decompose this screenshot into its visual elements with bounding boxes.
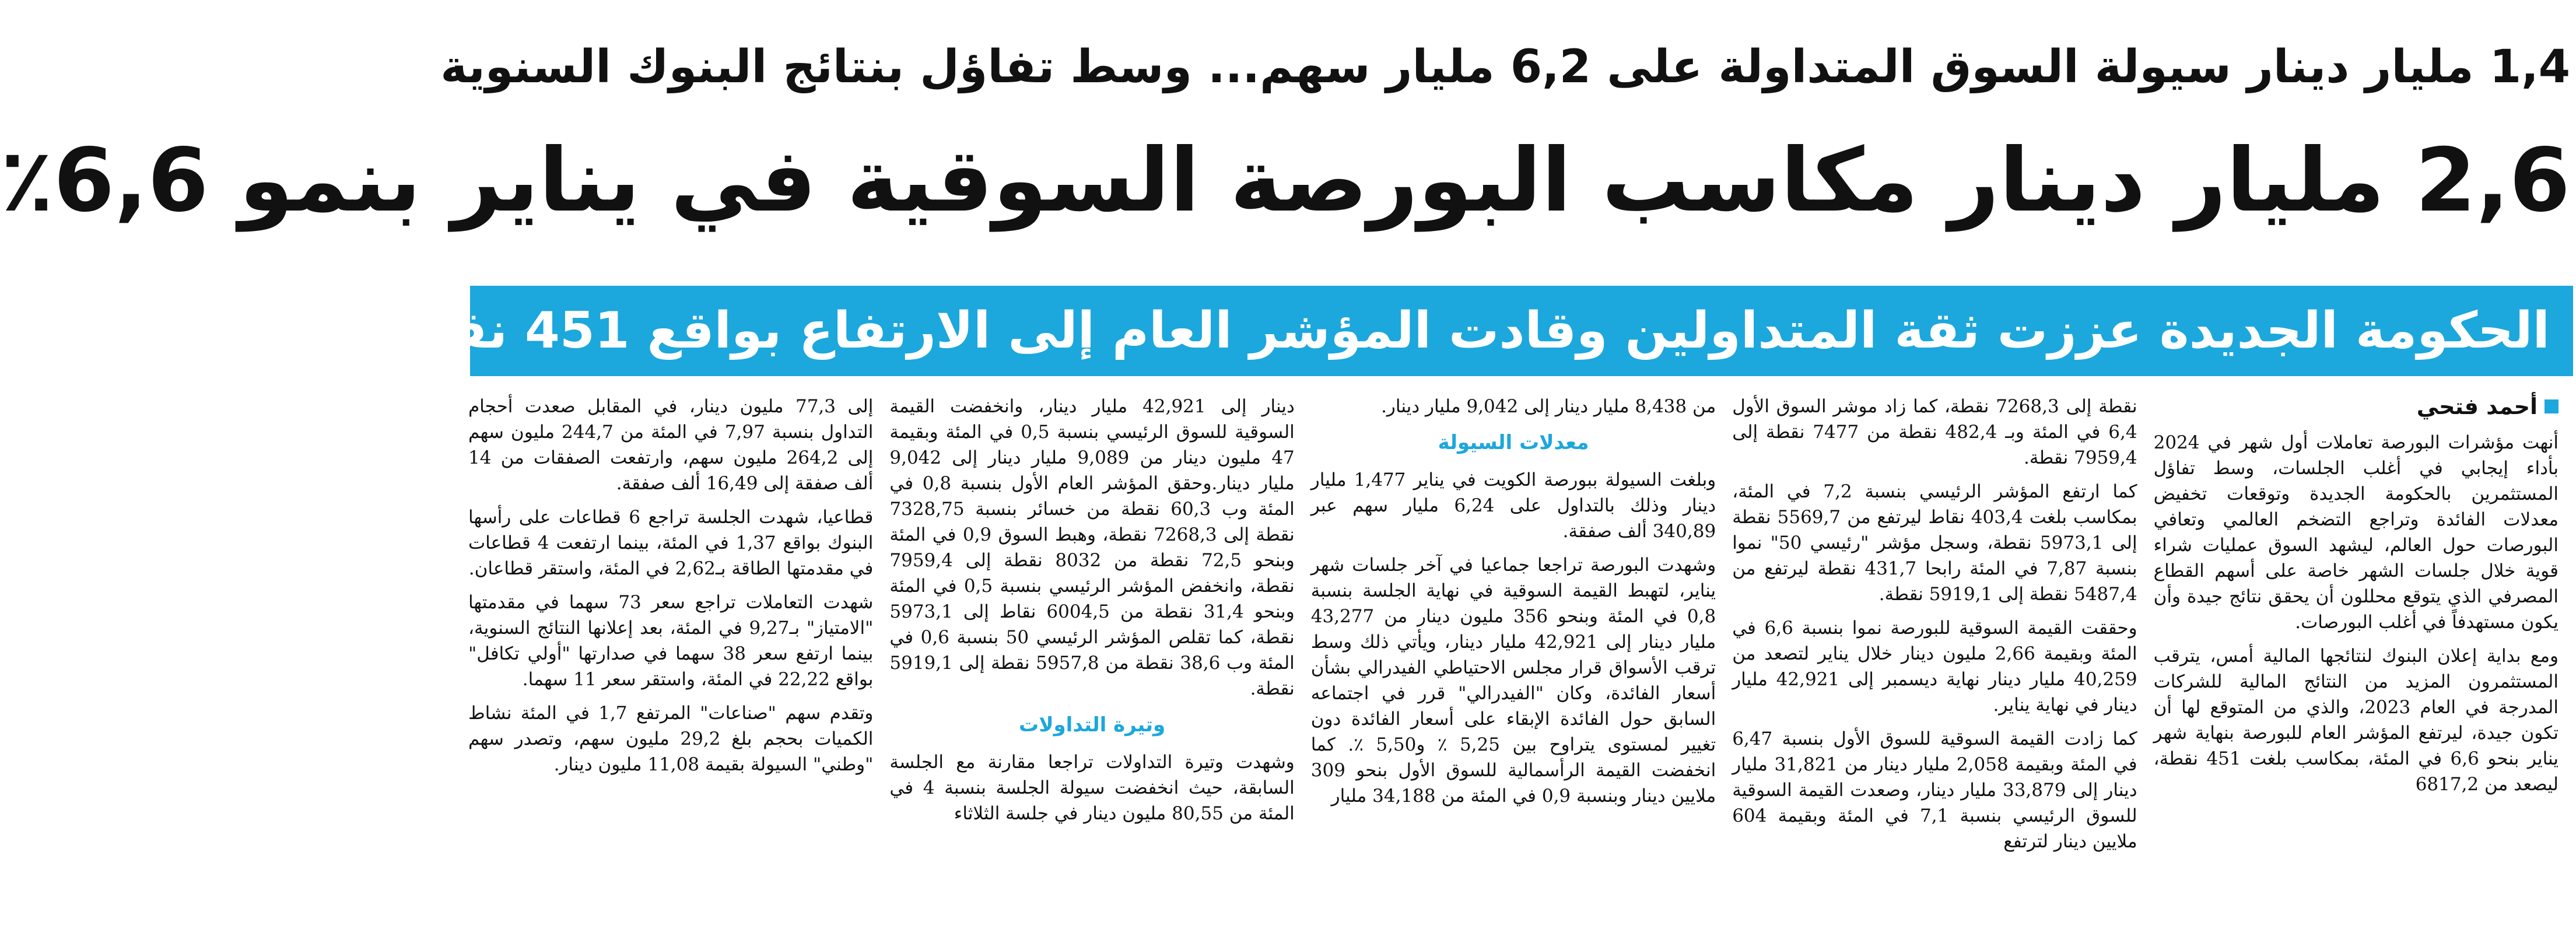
- column-3: [1311, 394, 1716, 930]
- paragraph: ومع بداية إعلان البنوك لنتائجها المالية أمس، يترقب المستثمرون المزيد من النتائج المالية للشركات المدرجة في العام 2023، والذي من المتوقع لها أن تكون جيدة، ليرتفع المؤشر العام للبورصة بنهاية شهر يناير بنحو 6,6 في المئة، بمكاسب بلغت 451 نقطة، ليصعد من 6817,2: [2153, 646, 2559, 795]
- kicker-headline: 1,4 مليار دينار سيولة السوق المتداولة على 6,2 مليار سهم... وسط تفاؤل بنتائج البنوك السنوية: [440, 41, 2570, 93]
- byline: [2154, 394, 2559, 419]
- paragraph: إلى 77,3 مليون دينار، في المقابل صعدت أحجام التداول بنسبة 7,97 في المئة من 244,7 مليون سهم إلى 264,2 مليون سهم، وارتفعت الصفقات من 14 ألف صفقة إلى 16,49 ألف صفقة.: [468, 396, 874, 494]
- paragraph: من 8,438 مليار دينار إلى 9,042 مليار دينار.: [1381, 396, 1716, 417]
- paragraph: وشهدت البورصة تراجعا جماعيا في آخر جلسات شهر يناير، لتهبط القيمة السوقية في نهاية الجلسة بنسبة 0,8 في المئة وبنحو 356 مليون دينار من 43,277 مليار دينار إلى 42,921 مليار دينار، ويأتي ذلك وسط ترقب الأسواق قرار مجلس الاحتياطي الفيدرالي بشأن أسعار الفائدة، وكان "الفيدرالي" قرر في اجتماعه السابق حول الفائدة الإبقاء على أسعار الفائدة دون تغيير لمستوى يتراوح بين 5,25 ٪ و5,50 ٪. كما انخفضت القيمة الرأسمالية للسوق الأول بنحو 309 ملايين دينار وبنسبة 0,9 في المئة من 34,188 مليار: [1310, 555, 1716, 807]
- paragraph: وبلغت السيولة ببورصة الكويت في يناير 1,477 مليار دينار وذلك بالتداول على 6,24 مليار سهم عبر 340,89 ألف صفقة.: [1310, 469, 1716, 542]
- paragraph: وشهدت وتيرة التداولات تراجعا مقارنة مع الجلسة السابقة، حيث انخفضت سيولة الجلسة بنسبة 4 في المئة من 80,55 مليون دينار في جلسة الثلاثاء: [889, 752, 1295, 824]
- paragraph: وتقدم سهم "صناعات" المرتفع 1,7 في المئة نشاط الكميات بحجم بلغ 29,2 مليون سهم، وتصدر سهم "وطني" السيولة بقيمة 11,08 مليون دينار.: [468, 703, 874, 775]
- paragraph: قطاعيا، شهدت الجلسة تراجع 6 قطاعات على رأسها البنوك بواقع 1,37 في المئة، بينما ارتفعت 4 قطاعات في مقدمتها الطاقة بـ2,62 في المئة، واستقر قطاعان.: [468, 507, 874, 579]
- paragraph: شهدت التعاملات تراجع سعر 73 سهما في مقدمتها "الامتياز" بـ9,27 في المئة، بعد إعلانها النتائج السنوية، بينما ارتفع سعر 38 سهما في صدارتها "أولي تكافل" بواقع 22,22 في المئة، واستقر سعر 11 سهما.: [468, 592, 874, 690]
- subhead-liquidity: معدلات السيولة: [1438, 431, 1589, 454]
- paragraph: وحققت القيمة السوقية للبورصة نموا بنسبة 6,6 في المئة وبقيمة 2,66 مليون دينار خلال يناير لتصعد من 40,259 مليار دينار نهاية ديسمبر إلى 42,921 مليار دينار في نهاية يناير.: [1732, 618, 2137, 716]
- column-1: [2154, 394, 2559, 930]
- byline-square-icon: [2545, 399, 2559, 413]
- paragraph: كما ارتفع المؤشر الرئيسي بنسبة 7,2 في المئة، بمكاسب بلغت 403,4 نقاط ليرتفع من 5569,7 نقطة إلى 5973,1 نقطة، وسجل مؤشر "رئيسي 50" نموا بنسبة 7,87 في المئة رابحا 431,7 نقطة ليرتفع من 5487,4 نقطة إلى 5919,1 نقطة.: [1732, 481, 2137, 605]
- subhead-trading: وتيرة التداولات: [1019, 713, 1166, 737]
- paragraph: أنهت مؤشرات البورصة تعاملات أول شهر في 2024 بأداء إيجابي في أغلب الجلسات، وسط تفاؤل المستثمرين بالحكومة الجديدة وتوقعات تخفيض معدلات الفائدة وتراجع التضخم العالمي وتعافي البورصات حول العالم، ليشهد السوق عمليات شراء قوية خلال جلسات الشهر خاصة على أسهم القطاع المصرفي الذي يتوقع محللون أن يحقق نتائج جيدة وأن يكون مستهدفاً في أغلب البورصات.: [2153, 432, 2559, 633]
- column-4: [889, 394, 1294, 930]
- main-headline: 2,6 مليار دينار مكاسب البورصة السوقية في يناير بنمو 6,6٪: [0, 130, 2570, 232]
- column-2: [1732, 394, 2137, 930]
- paragraph: كما زادت القيمة السوقية للسوق الأول بنسبة 6,47 في المئة وبقيمة 2,058 مليار دينار من 31,821 مليار دينار إلى 33,879 مليار دينار، وصعدت القيمة السوقية للسوق الرئيسي بنسبة 7,1 في المئة وبقيمة 604 ملايين دينار لترتفع: [1732, 728, 2137, 852]
- paragraph: دينار إلى 42,921 مليار دينار، وانخفضت القيمة السوقية للسوق الرئيسي بنسبة 0,5 في المئة وبقيمة 47 مليون دينار من 9,089 مليار دينار إلى 9,042 مليار دينار.وحقق المؤشر العام الأول بنسبة 0,8 في المئة وب 60,3 نقطة من خسائر بنسبة 7328,75 نقطة إلى 7268,3 نقطة، وهبط السوق 0,9 في المئة وبنحو 72,5 نقطة من 8032 نقطة إلى 7959,4 نقطة، وانخفض المؤشر الرئيسي بنسبة 0,5 في المئة وبنحو 31,4 نقطة من 6004,5 نقاط إلى 5973,1 نقطة، كما تقلص المؤشر الرئيسي 50 بنسبة 0,6 في المئة وب 38,6 نقطة من 5957,8 نقطة إلى 5919,1 نقطة.: [889, 396, 1295, 699]
- banner-subheadline: الحكومة الجديدة عززت ثقة المتداولين وقادت المؤشر العام إلى الارتفاع بواقع 451 نقطة: [470, 286, 2573, 376]
- article-body: [468, 394, 2559, 930]
- author-name: أحمد فتحي: [2416, 394, 2538, 419]
- paragraph: نقطة إلى 7268,3 نقطة، كما زاد موشر السوق الأول 6,4 في المئة وبـ 482,4 نقطة من 7477 نقطة إلى 7959,4 نقطة.: [1732, 396, 2137, 468]
- column-5: [468, 394, 873, 930]
